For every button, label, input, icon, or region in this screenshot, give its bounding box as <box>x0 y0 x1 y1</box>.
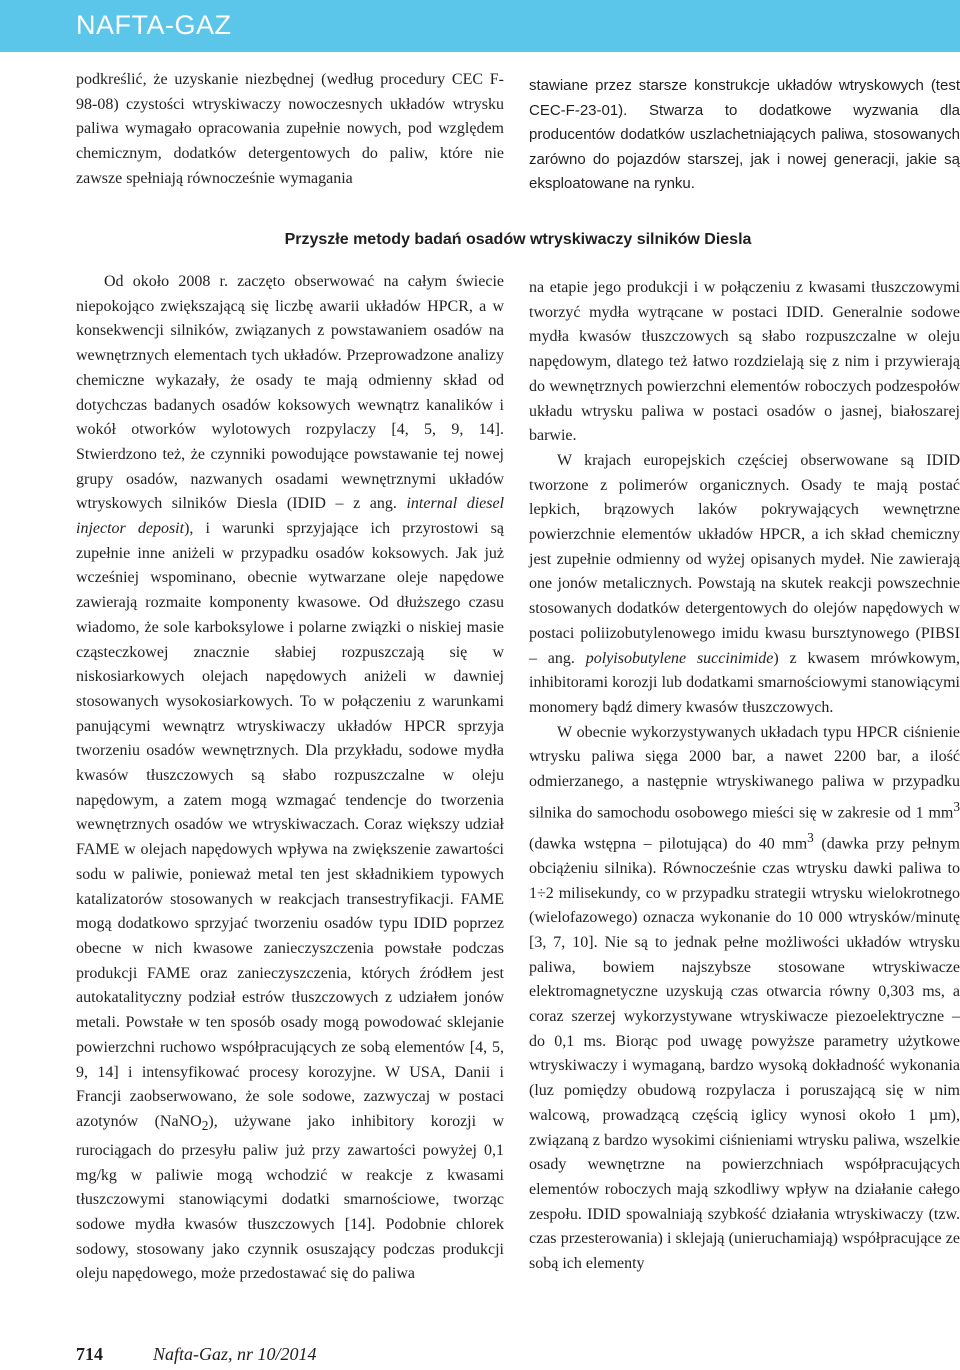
body-left-paragraph <box>76 270 504 1287</box>
body-right-paragraph-1: na etapie jego produkcji i w połączeniu z kwasami tłuszczowymi tworzyć mydła wytrącane w postaci IDID. Generalnie sodowe mydła kwasów tłuszczowych są słabo rozpuszczalne w oleju napędowym, dlatego też łatwo rozdzielają się z nim i przywierają do wewnętrznych powierzchni elementów roboczych podzespołów układu wtrysku paliwa w postaci osadów o jasnej, białoszarej barwie. <box>529 279 960 445</box>
superscript: 3 <box>953 798 960 814</box>
italic-term: polyisobutylene succinimide <box>585 649 774 667</box>
section-heading: Przyszłe metody badań osadów wtryskiwaczy silników Diesla <box>284 231 752 248</box>
text-run: Od około 2008 r. zaczęto obserwować na całym świecie niepokojąco zwiększającą się liczbę awarii układów HPCR, a w konsekwencji silników, związanych z powstawaniem osadów na wewnętrznych elementach tych układów. Przeprowadzone analizy chemiczne wykazały, że osady te mają odmienny skład od dotychczas badanych osadów koksowych wewnątrz kanalików i wokół otworków wylotowych rozpylaczy [4, 5, 9, 14]. Stwierdzono też, że czynniki powodujące powstawanie tej nowej grupy osadów, nazwanych osadami wewnętrznymi układów wtryskowych silników Diesla (IDID – z ang. <box>76 273 504 513</box>
text-run: W obecnie wykorzystywanych układach typu HPCR ciśnienie wtrysku paliwa sięga 2000 bar, a nawet 2200 bar, a ilość odmierzanego, a następnie wtryskiwanego paliwa w przypadku silnika do samochodu osobowego mieści się w zakresie od 1 mm <box>529 723 960 822</box>
top-left-column <box>76 68 504 192</box>
text-run: (dawka przy pełnym obciążeniu silnika). Równocześnie czas wtrysku dawki paliwa to 1÷2 milisekundy, co w przypadku strategii wtrysku wielokrotnego (wielofazowego) oznacza wykonanie do 10 000 wtrysków/minutę [3, 7, 10]. Nie są to jednak pełne możliwości układów wtrysku paliwa, bowiem najszybsze stosowane wtryskiwacze elektromagnetyczne uzyskują czas otwarcia równy 0,303 ms, a coraz szerzej wykorzystywane wtryskiwacze piezoelektryczne – do 0,1 ms. Biorąc pod uwagę powyższe parametry użytkowe wtryskiwaczy i wymaganą, bardzo wysoką dokładność wykonania (luz pomiędzy obudową rozpylacza i poruszającą się w nim walcową, prowadzącą częścią iglicy wynosi około 1 µm), związaną z bardzo wysokimi ciśnieniami wtrysku paliwa, wszelkie osady wewnętrzne na powierzchniach współpracujących elementów roboczych mają szkodliwy wpływ na działanie całego zespołu. IDID spowalniają szybkość działania wtryskiwaczy (tzw. czas przesterowania) i sklejają (unieruchamiają) współpracujące ze sobą ich elementy <box>529 835 960 1273</box>
subscript: 2 <box>201 1118 209 1134</box>
body-left-column <box>76 270 504 1287</box>
journal-header-title: NAFTA-GAZ <box>76 10 232 40</box>
top-right-paragraph: stawiane przez starsze konstrukcje układów wtryskowych (test CEC-F-23-01). Stwarza to dodatkowe wyzwania dla producentów dodatków uszlachetniających paliwa, stosowanych zarówno do pojazdów starszej, jak i nowej generacji, jakie są eksploatowane na rynku. <box>529 77 960 193</box>
superscript: 3 <box>807 829 814 845</box>
italic-term: internal diesel injector deposit <box>76 495 505 538</box>
body-right-paragraph-3 <box>529 721 960 1277</box>
page-number: 714 <box>76 1344 103 1364</box>
top-right-column <box>529 74 960 197</box>
text-run: (dawka wstępna – pilotująca) do 40 mm <box>529 835 808 853</box>
text-run: ), i warunki sprzyjające ich przyrostowi są zupełnie inne aniżeli w przypadku osadów koksowych. Jak już wcześniej wspominano, obecnie wytwarzane oleje napędowe zawierają rozmaite komponenty kwasowe. Od dłuższego czasu wiadomo, że sole karboksylowe i polarne związki o niskiej masie cząsteczkowej znacznie słabiej rozpuszczają się w niskosiarkowych olejach napędowych aniżeli w dawniej stosowanych wysokosiarkowych. To w połączeniu z warunkami panującymi wewnątrz wtryskiwaczy układów HPCR sprzyja tworzeniu osadów wewnętrznych. Dla przykładu, sodowe mydła kwasów tłuszczowych są słabo rozpuszczalne w oleju napędowym, a zatem mogą wzmagać tendencje do tworzenia wewnętrznych osadów we wtryskiwaczach. Coraz większy udział FAME w olejach napędowych wpływa na zwiększenie zawartości sodu w paliwie, ponieważ metal ten jest składnikiem typowych katalizatorów stosowanych w reakcjach transestryfikacji. FAME mogą dodatkowo sprzyjać tworzeniu osadów typu IDID poprzez obecne w nich kwasowe zanieczyszczenia powstałe podczas produkcji FAME oraz zanieczyszczenia, których źródłem jest autokatalityczny podział estrów tłuszczowych z udziałem jonów metali. Powstałe w ten sposób osady mogą powodować sklejanie powierzchni ruchowo współpracujących ze sobą elementów [4, 5, 9, 14] i intensyfikować procesy korozyjne. W USA, Danii i Francji zaobserwowano, że sole sodowe, zazwyczaj w postaci azotynów (NaNO <box>76 520 504 1130</box>
body-right-paragraph-2 <box>529 449 960 721</box>
journal-issue: Nafta-Gaz, nr 10/2014 <box>153 1344 317 1364</box>
text-run: W krajach europejskich częściej obserwowane są IDID tworzone z polimerów organicznych. Osady te mają postać lepkich, brązowych laków pokrywających wewnętrzne powierzchnie elementów układów HPCR, a ich skład chemiczny jest zupełnie odmienny od wyżej opisanych mydeł. Nie zawierają one jonów metalicznych. Powstają na skutek reakcji powszechnie stosowanych dodatków detergentowych do olejów napędowych w postaci poliizobutylenowego imidu kwasu bursztynowego (PIBSI – ang. <box>529 451 960 667</box>
page-footer <box>76 1344 317 1365</box>
body-right-column <box>529 276 960 1277</box>
text-run: ), używane jako inhibitory korozji w rurociągach do przesyłu paliw już przy zawartości powyżej 0,1 mg/kg w paliwie mogą wchodzić w reakcje z kwasami tłuszczowymi stanowiącymi dodatki smarnościowe, tworząc sodowe mydła kwasów tłuszczowych [14]. Podobnie chlorek sodowy, stosowany jako czynnik osuszający podczas produkcji oleju napędowego, może przedostawać się do paliwa <box>76 1112 505 1283</box>
text-run: ) z kwasem mrówkowym, inhibitorami korozji lub dodatkami smarnościowymi stanowiącymi monomery bądź dimery kwasów tłuszczowych. <box>529 649 960 716</box>
top-left-paragraph: podkreślić, że uzyskanie niezbędnej (według procedury CEC F-98-08) czystości wtryskiwaczy nowoczesnych układów wtrysku paliwa wymagało opracowania zupełnie nowych, pod względem chemicznym, dodatków detergentowych do paliw, które nie zawsze spełniają równocześnie wymagania <box>76 71 504 187</box>
